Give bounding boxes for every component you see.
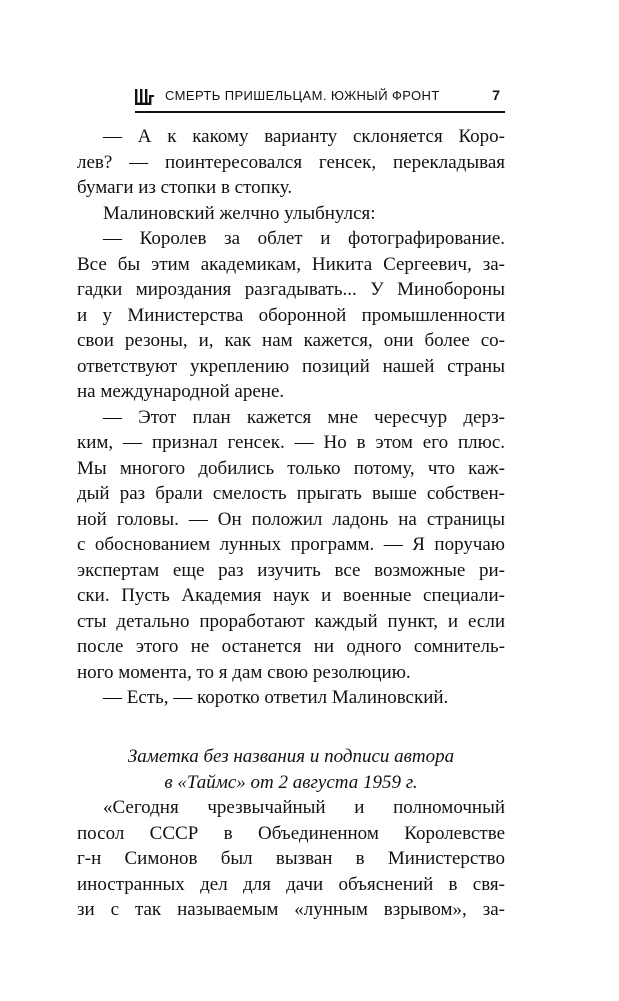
text-line: бумаги из стопки в стопку.	[77, 177, 293, 198]
text-line: лев? — поинтересовался генсек, перекладывая	[77, 151, 505, 173]
text-line: посол СССР в Объединенном Королевстве	[77, 822, 505, 844]
text-line: — Королев за облет и фотографирование.	[103, 228, 505, 249]
text-line: Мы многого добились только потому, что каж-	[77, 457, 505, 479]
text-line: Малиновский желчно улыбнулся:	[103, 202, 376, 224]
text-line: и у Министерства оборонной промышленности	[77, 304, 505, 326]
section-heading-line: в «Таймс» от 2 августа 1959 г.	[164, 771, 418, 793]
text-line: — Этот план кажется мне чересчур дерз-	[103, 406, 505, 428]
text-line: ски. Пусть Академия наук и военные специали-	[77, 585, 505, 606]
text-line: зи с так называемым «лунным взрывом», за-	[77, 899, 505, 920]
section-gap	[77, 711, 505, 737]
dialogue-block	[77, 124, 505, 711]
body-text	[77, 124, 505, 923]
section-gap	[77, 736, 505, 744]
header-divider	[135, 111, 505, 113]
text-line: — Есть, — коротко ответил Малиновский.	[103, 687, 449, 708]
text-line: ного момента, то я дам свою резолюцию.	[77, 661, 411, 683]
text-line: «Сегодня чрезвычайный и полномочный	[103, 797, 505, 818]
text-line: ной головы. — Он положил ладонь на страницы	[77, 508, 505, 530]
text-line: экспертам еще раз изучить все возможные ри-	[77, 559, 505, 581]
text-line: после этого не останется ни одного сомнитель-	[77, 636, 505, 657]
text-line: свои резоны, и, как нам кажется, они более со-	[77, 330, 505, 351]
text-line: гадки мироздания разгадывать... У Минобороны	[77, 279, 505, 300]
section-heading-line: Заметка без названия и подписи автора	[127, 746, 455, 767]
quote-block	[77, 795, 505, 923]
text-line: — А к какому варианту склоняется Коро-	[103, 126, 505, 147]
page-number: 7	[492, 87, 500, 103]
running-header	[135, 86, 505, 108]
publisher-logo-icon	[135, 89, 155, 105]
text-line: сты детально проработают каждый пункт, и если	[77, 610, 505, 632]
text-line: ким, — признал генсек. — Но в этом его плюс.	[77, 432, 505, 453]
text-line: иностранных дел для дачи объяснений в свя-	[77, 873, 505, 895]
text-line: ответствуют укреплению позиций нашей страны	[77, 355, 505, 377]
text-line: Все бы этим академикам, Никита Сергеевич, за-	[77, 253, 505, 275]
running-title: СМЕРТЬ ПРИШЕЛЬЦАМ. ЮЖНЫЙ ФРОНТ	[165, 88, 440, 103]
text-line: г-н Симонов был вызван в Министерство	[77, 848, 505, 869]
text-line: дый раз брали смелость прыгать выше собствен-	[77, 483, 505, 504]
text-line: с обоснованием лунных программ. — Я поручаю	[77, 534, 505, 555]
text-line: на международной арене.	[77, 381, 285, 402]
